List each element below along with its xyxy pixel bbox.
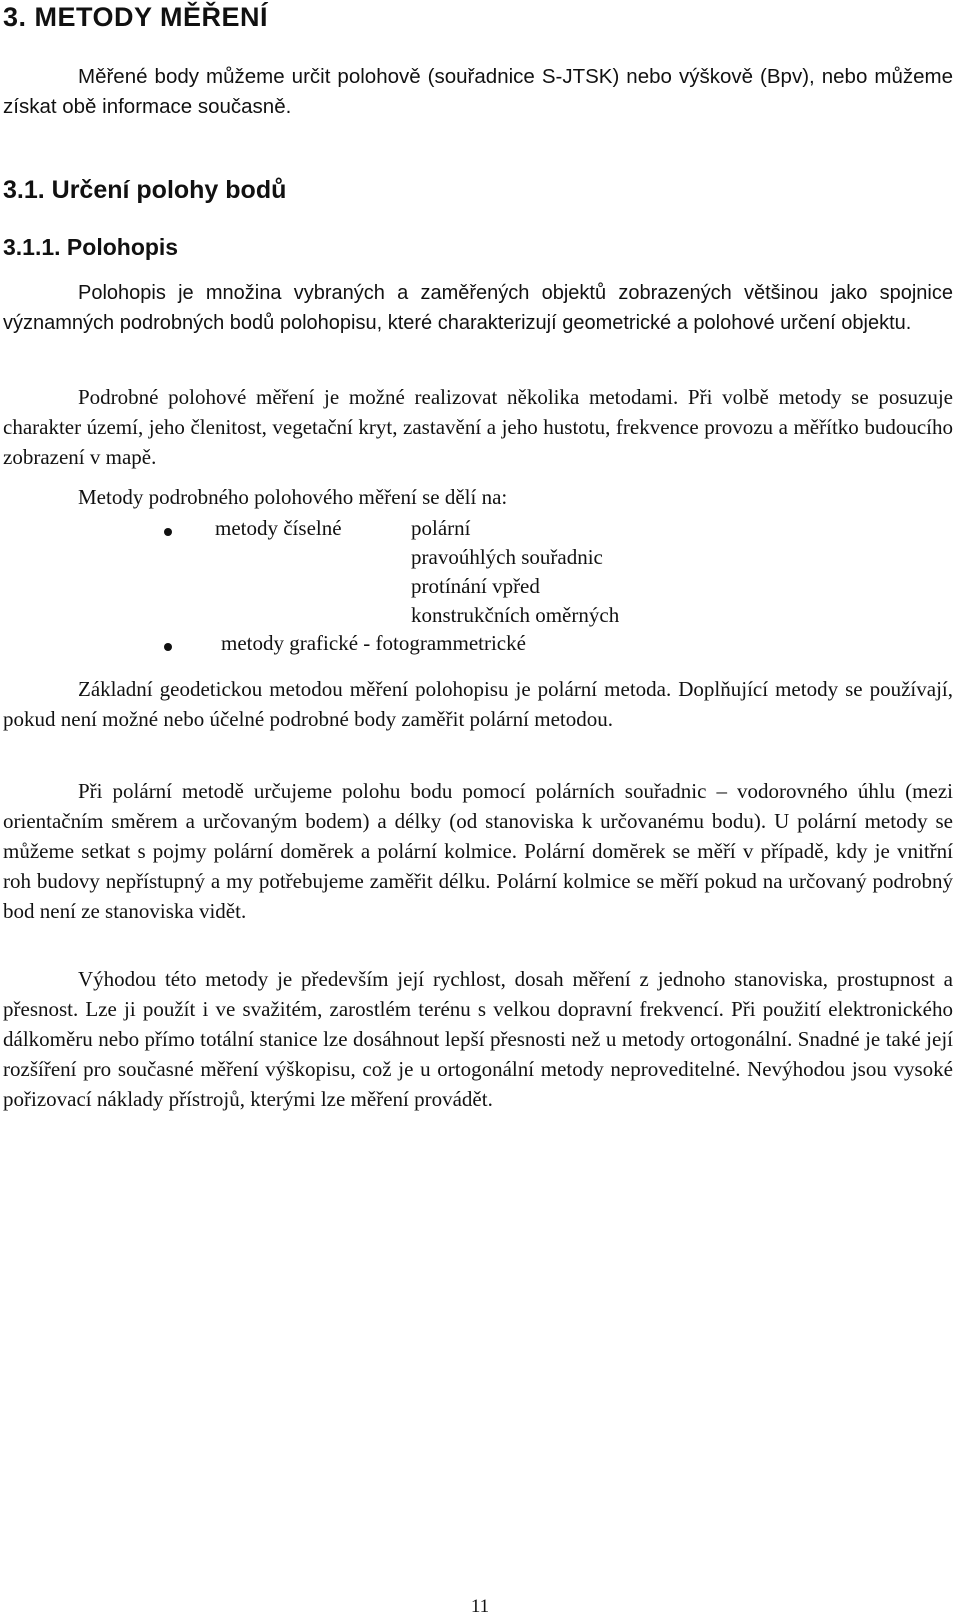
method-rectangular-coordinates: pravoúhlých souřadnic xyxy=(411,545,603,569)
graphic-methods-label: metody grafické - fotogrammetrické xyxy=(221,631,526,655)
section-intro-paragraph: Měřené body můžeme určit polohově (souřadnice S-JTSK) nebo výškově (Bpv), nebo můžeme získat obě informace současně. xyxy=(3,65,953,118)
page-number: 11 xyxy=(470,1596,490,1617)
methods-choice-paragraph: Podrobné polohové měření je možné realizovat několika metodami. Při volbě metody se posuzuje charakter území, jeho členitost, vegetační kryt, zastavění a jeho hustotu, frekvence provozu a měřítko budoucího zobrazení v mapě. xyxy=(3,385,953,469)
bullet-icon xyxy=(164,528,172,536)
section-heading: 3. METODY MĚŘENÍ xyxy=(3,2,269,32)
advantages-paragraph: Výhodou této metody je především její rychlost, dosah měření z jednoho stanoviska, prostupnost a přesnost. Lze ji použít i ve svažitém, zarostlém terénu s velkou dopravní frekvencí. Při použití elektronického dálkoměru nebo přímo totální stanice lze dosáhnout lepší přesnosti než u metody ortogonální. Snadné je také její rozšíření pro současné měření výškopisu, což je u ortogonální metody neproveditelné. Nevýhodou jsou vysoké pořizovací náklady přístrojů, kterými lze měření provádět. xyxy=(3,967,953,1111)
numeric-methods-label: metody číselné xyxy=(215,516,342,540)
bullet-icon xyxy=(164,643,172,651)
subsubsection-heading: 3.1.1. Polohopis xyxy=(3,234,179,260)
methods-list xyxy=(0,516,960,676)
method-construction-measurements: konstrukčních oměrných xyxy=(411,603,620,627)
methods-division-paragraph: Metody podrobného polohového měření se dělí na: xyxy=(78,485,508,509)
basic-method-paragraph: Základní geodetickou metodou měření polohopisu je polární metoda. Doplňující metody se používají, pokud není možné nebo účelné podrobné body zaměřit polární metodou. xyxy=(3,677,953,731)
method-polar: polární xyxy=(411,516,471,540)
method-forward-intersection: protínání vpřed xyxy=(411,574,540,598)
polar-method-paragraph: Při polární metodě určujeme polohu bodu pomocí polárních souřadnic – vodorovného úhlu (mezi orientačním směrem a určovaným bodem) a délky (od stanoviska k určovanému bodu). U polární metody se můžeme setkat s pojmy polární domĕrek a polární kolmice. Polární domĕrek se měří v případě, kdy je vnitřní roh budovy nepřístupný a my potřebujeme zaměřit délku. Polární kolmice se měří pokud na určovaný podrobný bod není ze stanoviska vidět. xyxy=(3,779,953,923)
polohopis-definition-paragraph: Polohopis je množina vybraných a zaměřených objektů zobrazených většinou jako spojnice významných podrobných bodů polohopisu, které charakterizují geometrické a polohové určení objektu. xyxy=(3,282,953,334)
subsection-heading: 3.1. Určení polohy bodů xyxy=(3,176,287,204)
